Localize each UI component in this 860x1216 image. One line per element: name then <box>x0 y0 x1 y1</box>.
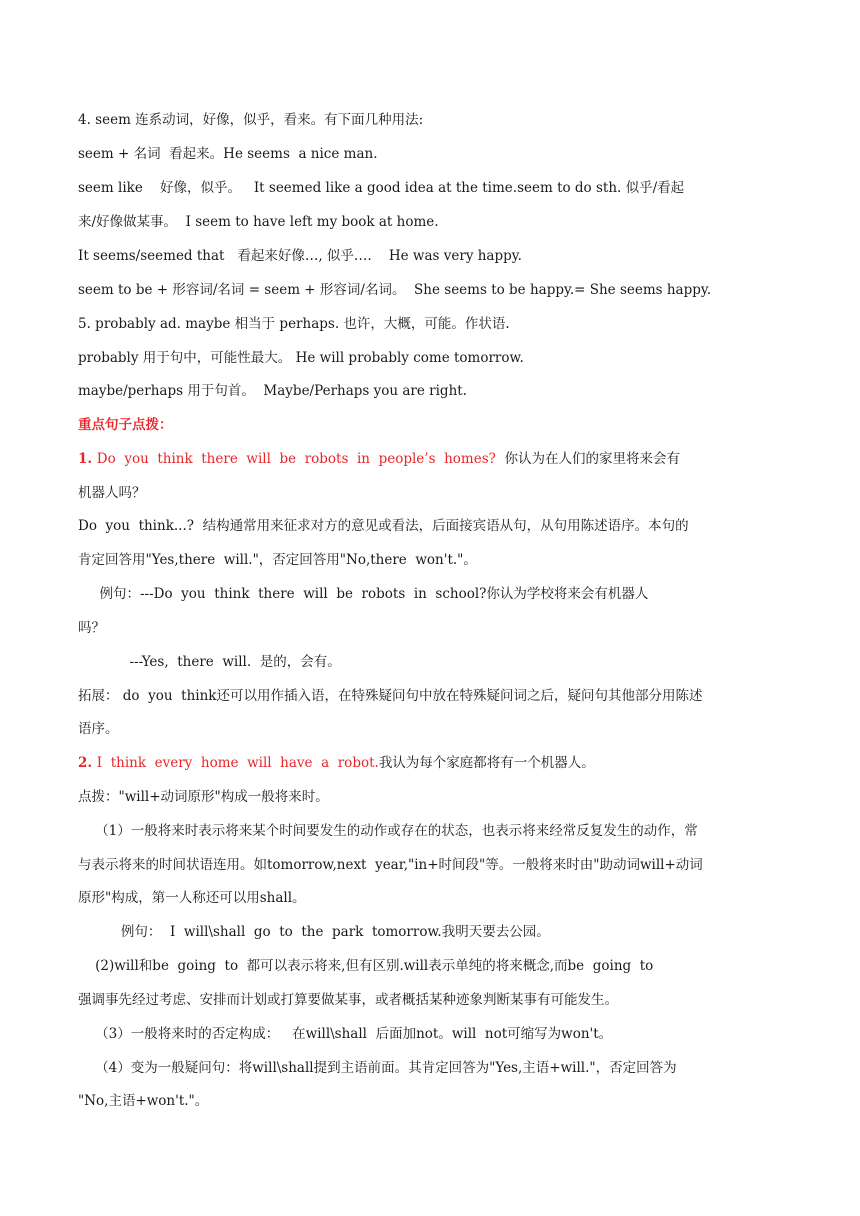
text-line: seem + 名词 看起来。He seems a nice man. <box>78 146 378 162</box>
text-line: seem like 好像，似乎。 It seemed like a good idea at the time.seem to do sth. 似乎/看起 <box>78 180 685 196</box>
text-line: ---Yes, there will. 是的，会有。 <box>78 654 341 670</box>
text-line: 来/好像做某事。 I seem to have left my book at home. <box>78 214 439 230</box>
text-line: 拓展： do you think还可以用作插入语，在特殊疑问句中放在特殊疑问词之后，疑问句其他部分用陈述 <box>78 688 703 704</box>
text-line: （4）变为一般疑问句：将will\shall提到主语前面。其肯定回答为"Yes,主语+will."，否定回答为 <box>78 1060 677 1076</box>
text-line: 例句：---Do you think there will be robots in school?你认为学校将来会有机器人 <box>78 586 649 602</box>
sentence-number: 2. <box>78 755 97 771</box>
text-line: maybe/perhaps 用于句首。 Maybe/Perhaps you are right. <box>78 383 467 399</box>
sentence-number: 1. <box>78 451 97 467</box>
text-line: 语序。 <box>78 721 119 737</box>
key-sentence-1 <box>78 449 680 469</box>
text-line: 强调事先经过考虑、安排而计划或打算要做某事，或者概括某种迹象判断某事有可能发生。 <box>78 992 618 1008</box>
text-line: "No,主语+won't."。 <box>78 1093 209 1109</box>
text-line: （1）一般将来时表示将来某个时间要发生的动作或存在的状态，也表示将来经常反复发生的动作，常 <box>78 823 698 839</box>
text-line: seem to be + 形容词/名词 = seem + 形容词/名词。 She seems to be happy.= She seems happy. <box>78 282 712 298</box>
text-line: 5. probably ad. maybe 相当于 perhaps. 也许，大概，可能。作状语. <box>78 316 510 332</box>
text-line: (2)will和be going to 都可以表示将来,但有区别.will表示单纯的将来概念,而be going to <box>78 958 654 974</box>
sentence-english: Do you think there will be robots in people’s homes? <box>96 451 496 467</box>
sentence-chinese: 你认为在人们的家里将来会有 <box>495 451 680 467</box>
text-line: 机器人吗？ <box>78 485 146 501</box>
text-line: 原形"构成，第一人称还可以用shall。 <box>78 890 306 906</box>
text-line: Do you think...? 结构通常用来征求对方的意见或看法，后面接宾语从句，从句用陈述语序。本句的 <box>78 518 689 534</box>
text-line: 4. seem 连系动词，好像，似乎，看来。有下面几种用法: <box>78 112 424 128</box>
text-line: probably 用于句中，可能性最大。 He will probably come tomorrow. <box>78 350 524 366</box>
text-line: 点拨："will+动词原形"构成一般将来时。 <box>78 789 329 805</box>
text-line: 吗？ <box>78 620 105 636</box>
text-line: It seems/seemed that 看起来好像…, 似乎…. He was very happy. <box>78 248 522 264</box>
sentence-english: I think every home will have a robot. <box>96 755 379 771</box>
key-sentence-2 <box>78 753 595 773</box>
section-heading: 重点句子点拨： <box>78 417 173 433</box>
text-line: 肯定回答用"Yes,there will."，否定回答用"No,there won't."。 <box>78 552 477 568</box>
text-line: 与表示将来的时间状语连用。如tomorrow,next year,"in+时间段"等。一般将来时由"助动词will+动词 <box>78 857 703 873</box>
text-line: （3）一般将来时的否定构成： 在will\shall 后面加not。will not可缩写为won't。 <box>78 1026 613 1042</box>
text-line: 例句： I will\shall go to the park tomorrow.我明天要去公园。 <box>78 924 550 940</box>
sentence-chinese: 我认为每个家庭都将有一个机器人。 <box>378 755 595 771</box>
